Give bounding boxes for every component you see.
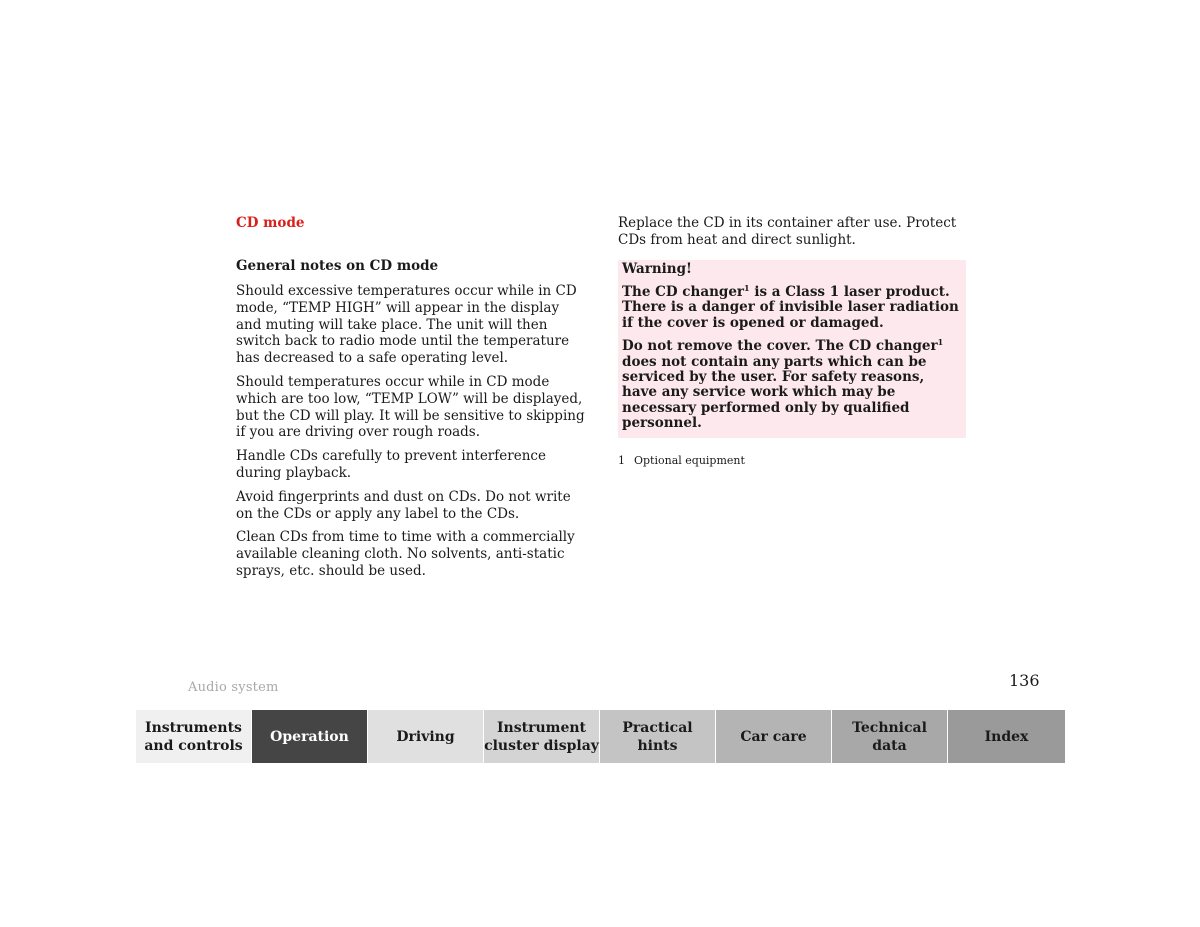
tab-technical-data[interactable]: [832, 710, 948, 763]
warning-text: does not contain any parts which can be serviced by the user. For safety reasons, have any service work which may be necessary performed only by qualified personnel.: [622, 353, 927, 432]
tab-label: Technical data: [852, 719, 927, 754]
paragraph-replace-cd: Replace the CD in its container after use. Protect CDs from heat and direct sunlight.: [618, 215, 957, 248]
tab-instrument-cluster-display[interactable]: [484, 710, 600, 763]
warning-box: [618, 260, 966, 438]
warning-text: is a Class 1 laser product. There is a danger of invisible laser radiation if the cover is opened or damaged.: [622, 284, 959, 331]
tab-label: Car care: [740, 728, 807, 745]
tab-operation[interactable]: [252, 710, 368, 763]
paragraph-fingerprints: Avoid fingerprints and dust on CDs. Do not write on the CDs or apply any label to the CDs.: [236, 488, 571, 522]
paragraph-handle-cds: Handle CDs carefully to prevent interference during playback.: [236, 448, 546, 481]
page-number: 136: [1009, 671, 1040, 690]
warning-title: Warning!: [622, 260, 692, 277]
chapter-tabs: [136, 710, 1065, 763]
tab-car-care[interactable]: [716, 710, 832, 763]
section-footer: Audio system: [188, 680, 279, 695]
tab-label: Index: [984, 728, 1029, 745]
paragraph-cleaning: Clean CDs from time to time with a commercially available cleaning cloth. No solvents, anti-static sprays, etc. should be used.: [236, 529, 575, 579]
tab-index[interactable]: [948, 710, 1065, 763]
right-column: [618, 215, 966, 468]
footnote-marker: 1: [937, 337, 944, 348]
warning-text: The CD changer: [622, 284, 745, 300]
footnote-marker: 1: [744, 283, 750, 293]
paragraph-temp-low: Should temperatures occur while in CD mode which are too low, “TEMP LOW” will be displayed, but the CD will play. It will be sensitive to skipping if you are driving over rough roads.: [236, 373, 585, 441]
tab-driving[interactable]: [368, 710, 484, 763]
tab-practical-hints[interactable]: [600, 710, 716, 763]
tab-label: Instrument cluster display: [484, 719, 599, 754]
footnote-text: Optional equipment: [634, 453, 745, 467]
paragraph-temp-high: Should excessive temperatures occur while in CD mode, “TEMP HIGH” will appear in the display and muting will take place. The unit will then switch back to radio mode until the temperature has decreased to a safe operating level.: [236, 283, 577, 367]
footnote: [618, 454, 966, 468]
tab-label: Instruments and controls: [144, 719, 243, 754]
warning-paragraph-laser: [622, 285, 962, 331]
footnote-number: 1: [618, 453, 625, 467]
tab-instruments-and-controls[interactable]: [136, 710, 252, 763]
tab-label: Driving: [396, 728, 455, 745]
tab-label: Practical hints: [622, 719, 693, 754]
tab-label: Operation: [270, 728, 349, 745]
section-title: CD mode: [236, 215, 305, 231]
subheading: General notes on CD mode: [236, 258, 439, 274]
warning-text: Do not remove the cover. The CD changer: [622, 338, 938, 355]
left-column: [236, 215, 586, 587]
warning-paragraph-cover: [622, 339, 962, 431]
